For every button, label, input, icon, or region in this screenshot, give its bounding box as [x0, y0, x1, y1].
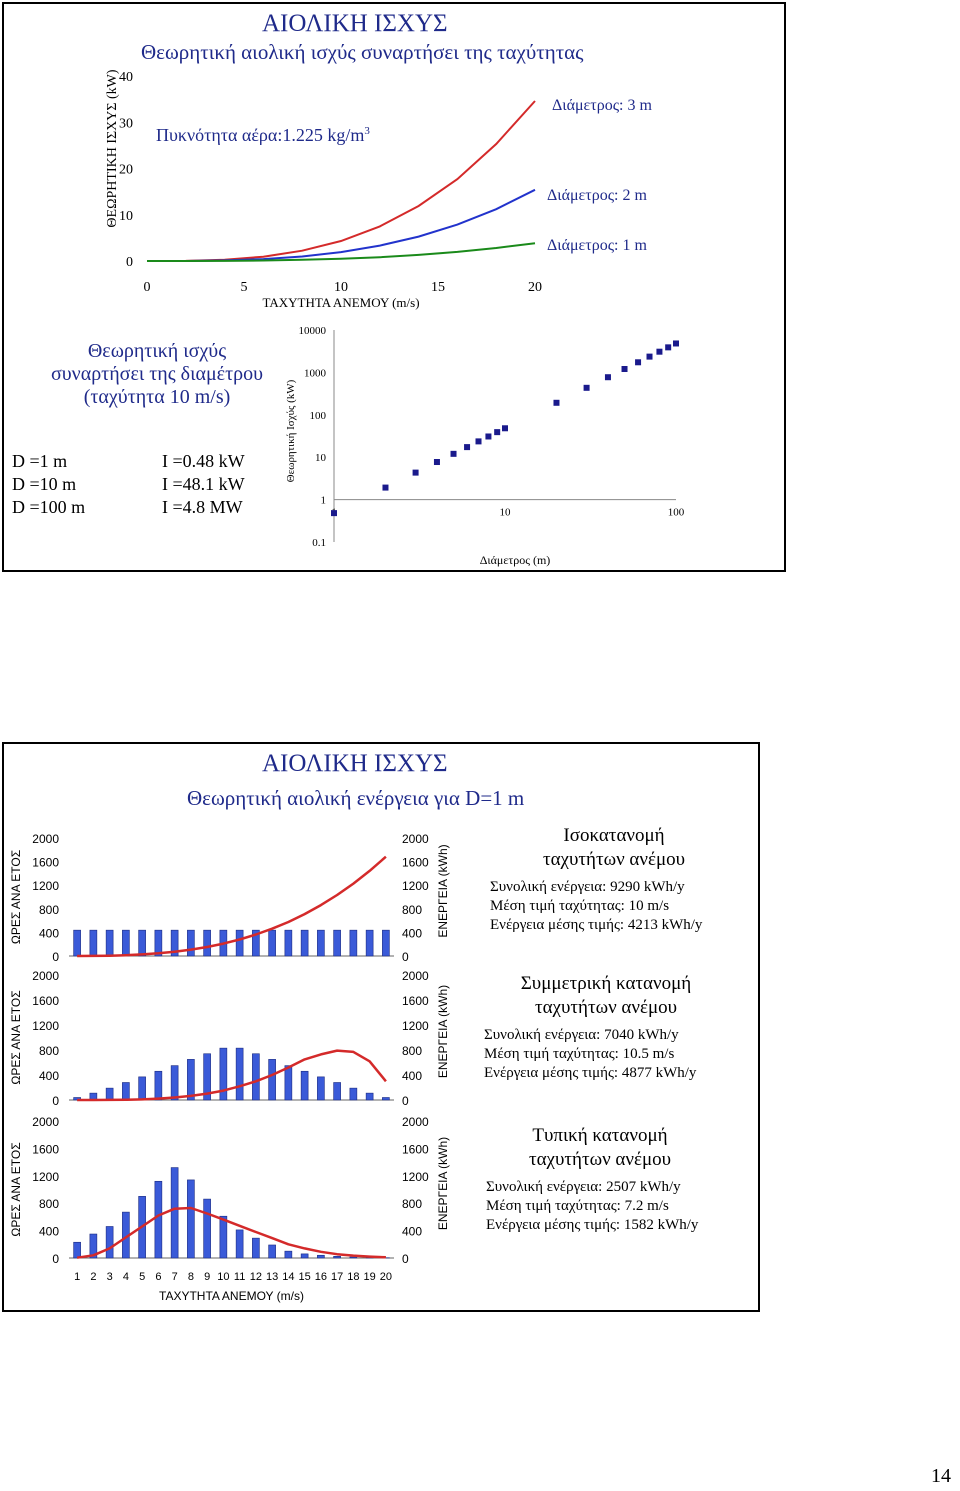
- heading-line: ταχυτήτων ανέμου: [542, 849, 686, 870]
- bar: [106, 1088, 113, 1100]
- data-point: [605, 374, 611, 380]
- x-tick-label: 3: [106, 1271, 113, 1283]
- x-tick-label: 0: [143, 280, 151, 295]
- y2-tick-label: 1600: [402, 855, 429, 870]
- bar: [285, 1066, 292, 1100]
- bar: [139, 1077, 146, 1100]
- y2-tick-label: 400: [402, 1069, 423, 1083]
- y2-tick-label: 1600: [402, 994, 429, 1008]
- x-tick-label: 4: [122, 1271, 129, 1283]
- diameter-heading: [42, 340, 272, 409]
- data-point: [451, 451, 457, 457]
- y-tick-label: 1: [320, 494, 326, 507]
- x-tick-label: 1: [74, 1271, 81, 1283]
- y2-tick-label: 0: [402, 1252, 409, 1266]
- summary-lines: [466, 1026, 746, 1083]
- y-tick-label: 0: [52, 950, 59, 964]
- bar: [187, 930, 194, 956]
- x-tick-label: 6: [155, 1271, 162, 1283]
- y-tick-label: 1600: [32, 1142, 59, 1157]
- y2-tick-label: 800: [402, 902, 423, 917]
- bar: [155, 1071, 162, 1100]
- bar: [171, 1168, 178, 1258]
- x-tick-label: 10: [499, 506, 511, 519]
- bar: [366, 930, 373, 956]
- y2-tick-label: 2000: [402, 1115, 429, 1129]
- bar: [236, 1230, 243, 1258]
- x-tick-label: 15: [298, 1271, 311, 1283]
- x-tick-label: 16: [314, 1271, 327, 1283]
- air-density-label: Πυκνότητα αέρα:1.225 kg/m: [156, 125, 365, 145]
- y-tick-label: 10000: [298, 325, 326, 337]
- bar: [106, 930, 113, 956]
- data-point: [413, 470, 419, 476]
- bar: [122, 1083, 129, 1101]
- data-point: [382, 485, 388, 491]
- y2-tick-label: 800: [402, 1197, 423, 1212]
- distribution-heading: [460, 1124, 740, 1172]
- y2-tick-label: 0: [402, 1094, 409, 1108]
- y2-tick-label: 0: [402, 950, 409, 964]
- y-tick-label: 10: [315, 452, 326, 465]
- data-point: [584, 385, 590, 391]
- x-tick-label: 8: [187, 1271, 194, 1283]
- power-value: I =0.48 kW: [162, 451, 245, 471]
- y2-axis-title: ΕΝΕΡΓΕΙΑ (kWh): [436, 1136, 450, 1231]
- distribution-summary: [474, 824, 754, 935]
- x-tick-label: 11: [233, 1271, 246, 1283]
- y2-axis-title: ΕΝΕΡΓΕΙΑ (kWh): [436, 984, 450, 1079]
- y-tick-label: 1200: [32, 879, 59, 894]
- x-tick-label: 2: [90, 1271, 97, 1283]
- series-label: Διάμετρος: 1 m: [547, 237, 647, 254]
- x-tick-label: 17: [331, 1271, 344, 1283]
- distribution-summary: [466, 972, 746, 1083]
- bar: [317, 930, 324, 956]
- heading-line: Ισοκατανομή: [563, 825, 665, 846]
- y-tick-label: 30: [119, 116, 133, 132]
- summary-lines: [460, 1178, 740, 1235]
- y-axis-title: ΘΕΩΡΗΤΙΚΗ ΙΣΧΥΣ (kW): [105, 69, 120, 228]
- x-tick-label: 14: [282, 1271, 295, 1283]
- bar: [122, 930, 129, 956]
- y-axis-title: ΩΡΕΣ ΑΝΑ ΕΤΟΣ: [9, 1142, 23, 1237]
- x-tick-label: 20: [528, 280, 542, 295]
- y-tick-label: 0: [52, 1094, 59, 1108]
- bar: [334, 930, 341, 956]
- bar: [236, 1048, 243, 1100]
- series-label: Διάμετρος: 2 m: [547, 187, 647, 204]
- y2-tick-label: 1200: [402, 1019, 429, 1033]
- y-tick-label: 400: [38, 926, 59, 941]
- x-tick-label: 18: [347, 1271, 360, 1283]
- page-number: 14: [931, 1465, 951, 1487]
- y2-tick-label: 400: [402, 1224, 423, 1239]
- bar: [317, 1077, 324, 1100]
- summary-line: Ενέργεια μέσης τιμής: 4877 kWh/y: [484, 1065, 697, 1081]
- slide2-title: ΑΙΟΛΙΚΗ ΙΣΧΥΣ: [262, 750, 448, 777]
- x-axis-title: ΤΑΧΥΤΗΤΑ ΑΝΕΜΟΥ (m/s): [159, 1289, 304, 1303]
- x-tick-label: 19: [363, 1271, 376, 1283]
- y-tick-label: 400: [38, 1069, 59, 1083]
- bar: [204, 1199, 211, 1258]
- bar: [382, 930, 389, 956]
- diameter-value: D =1 m: [12, 451, 68, 471]
- x-tick-label: 5: [139, 1271, 146, 1283]
- bar: [285, 1251, 292, 1258]
- y2-tick-label: 400: [402, 926, 423, 941]
- slide1-title: ΑΙΟΛΙΚΗ ΙΣΧΥΣ: [262, 10, 448, 37]
- bar: [252, 1054, 259, 1100]
- distribution-summary: [460, 1124, 740, 1235]
- y-tick-label: 2000: [32, 832, 59, 846]
- bar: [317, 1255, 324, 1258]
- x-tick-label: 7: [171, 1271, 178, 1283]
- summary-lines: [474, 878, 754, 935]
- y2-tick-label: 800: [402, 1044, 423, 1058]
- data-point: [635, 359, 641, 365]
- y-tick-label: 1600: [32, 994, 59, 1008]
- data-point: [647, 354, 653, 360]
- bar: [74, 930, 81, 956]
- bar: [382, 1098, 389, 1101]
- x-tick-label: 10: [334, 280, 348, 295]
- x-tick-label: 10: [217, 1271, 230, 1283]
- bar: [252, 1238, 259, 1258]
- y-tick-label: 2000: [32, 969, 59, 983]
- x-tick-label: 15: [431, 280, 445, 295]
- distribution-heading: [466, 972, 746, 1020]
- y-tick-label: 1600: [32, 855, 59, 870]
- y2-tick-label: 2000: [402, 969, 429, 983]
- x-tick-label: 100: [667, 506, 685, 519]
- bar: [366, 1093, 373, 1100]
- y-tick-label: 0: [52, 1252, 59, 1266]
- power-value: I =48.1 kW: [162, 474, 245, 494]
- y-tick-label: 800: [38, 1197, 59, 1212]
- data-point: [502, 425, 508, 431]
- y-tick-label: 800: [38, 1044, 59, 1058]
- summary-line: Μέση τιμή ταχύτητας: 7.2 m/s: [486, 1198, 669, 1214]
- y-tick-label: 10: [119, 208, 133, 224]
- heading-line: ταχυτήτων ανέμου: [528, 1149, 672, 1170]
- y2-tick-label: 1200: [402, 879, 429, 894]
- y-tick-label: 20: [119, 162, 133, 178]
- bar: [301, 1254, 308, 1258]
- y-axis-title: Θεωρητική Ισχύς (kW): [285, 379, 297, 483]
- data-point: [464, 444, 470, 450]
- bar: [155, 1181, 162, 1258]
- distribution-heading: [474, 824, 754, 872]
- bar: [269, 930, 276, 956]
- y-tick-label: 2000: [32, 1115, 59, 1129]
- bar: [90, 930, 97, 956]
- x-tick-label: 13: [266, 1271, 279, 1283]
- bar: [139, 930, 146, 956]
- y-axis-title: ΩΡΕΣ ΑΝΑ ΕΤΟΣ: [9, 849, 23, 945]
- bar: [350, 930, 357, 956]
- x-axis-title: ΤΑΧΥΤΗΤΑ ΑΝΕΜΟΥ (m/s): [262, 295, 420, 310]
- slide1-canvas: [4, 4, 788, 574]
- bar: [187, 1180, 194, 1258]
- bar: [74, 1242, 81, 1258]
- bar: [350, 1257, 357, 1258]
- bar: [334, 1256, 341, 1258]
- bar: [269, 1059, 276, 1100]
- y-tick-label: 100: [309, 409, 326, 422]
- heading-line: ταχυτήτων ανέμου: [534, 997, 678, 1018]
- diameter-heading-line-2: συναρτήσει της διαμέτρου: [51, 363, 263, 385]
- y-tick-label: 0: [126, 255, 133, 270]
- diameter-value: D =100 m: [12, 497, 86, 517]
- summary-line: Ενέργεια μέσης τιμής: 4213 kWh/y: [490, 917, 703, 933]
- slide2-subtitle: Θεωρητική αιολική ενέργεια για D=1 m: [187, 786, 525, 810]
- bar: [285, 930, 292, 956]
- x-tick-label: 9: [204, 1271, 211, 1283]
- summary-line: Συνολική ενέργεια: 2507 kWh/y: [486, 1179, 681, 1195]
- y-tick-label: 40: [119, 70, 133, 85]
- bar: [171, 1066, 178, 1100]
- y2-tick-label: 2000: [402, 832, 429, 846]
- heading-line: Τυπική κατανομή: [532, 1125, 668, 1146]
- data-point: [673, 340, 679, 346]
- y-tick-label: 1200: [32, 1019, 59, 1033]
- summary-line: Μέση τιμή ταχύτητας: 10 m/s: [490, 898, 670, 914]
- diameter-value: D =10 m: [12, 474, 77, 494]
- bar: [301, 1071, 308, 1100]
- summary-line: Ενέργεια μέσης τιμής: 1582 kWh/y: [486, 1217, 699, 1233]
- air-density-exponent: 3: [364, 125, 370, 137]
- slide-wind-power: [2, 2, 786, 572]
- data-point: [494, 429, 500, 435]
- diameter-table-row: [12, 451, 67, 472]
- data-point: [485, 433, 491, 439]
- bar: [334, 1083, 341, 1101]
- y2-tick-label: 1200: [402, 1169, 429, 1184]
- diameter-heading-line-3: (ταχύτητα 10 m/s): [83, 386, 231, 408]
- slide-wind-energy: [2, 742, 760, 1312]
- slide1-subtitle: Θεωρητική αιολική ισχύς συναρτήσει της ταχύτητας: [141, 40, 584, 64]
- y-tick-label: 0.1: [312, 537, 326, 549]
- data-point: [476, 438, 482, 444]
- bar: [301, 930, 308, 956]
- bar: [220, 1216, 227, 1258]
- bar: [204, 930, 211, 956]
- y-tick-label: 1000: [304, 367, 326, 380]
- bar: [269, 1245, 276, 1258]
- data-point: [665, 344, 671, 350]
- bar: [187, 1059, 194, 1100]
- summary-line: Συνολική ενέργεια: 7040 kWh/y: [484, 1027, 679, 1043]
- y2-axis-title: ΕΝΕΡΓΕΙΑ (kWh): [436, 844, 450, 938]
- summary-line: Συνολική ενέργεια: 9290 kWh/y: [490, 879, 685, 895]
- bar: [106, 1226, 113, 1258]
- x-tick-label: 12: [249, 1271, 262, 1283]
- series-label: Διάμετρος: 3 m: [552, 97, 652, 114]
- power-value: I =4.8 MW: [162, 497, 243, 517]
- y-tick-label: 400: [38, 1224, 59, 1239]
- y-axis-title: ΩΡΕΣ ΑΝΑ ΕΤΟΣ: [9, 990, 23, 1085]
- data-point: [553, 400, 559, 406]
- x-axis-title: Διάμετρος (m): [479, 553, 551, 567]
- bar: [236, 930, 243, 956]
- diameter-heading-line-1: Θεωρητική ισχύς: [87, 340, 227, 362]
- bar: [350, 1088, 357, 1100]
- y-tick-label: 1200: [32, 1169, 59, 1184]
- heading-line: Συμμετρική κατανομή: [520, 973, 692, 994]
- air-density-note: [156, 125, 370, 146]
- x-tick-label: 5: [240, 280, 248, 295]
- y2-tick-label: 1600: [402, 1142, 429, 1157]
- y-tick-label: 800: [38, 902, 59, 917]
- data-point: [622, 366, 628, 372]
- summary-line: Μέση τιμή ταχύτητας: 10.5 m/s: [484, 1046, 675, 1062]
- data-point: [656, 349, 662, 355]
- data-point: [434, 459, 440, 465]
- x-tick-label: 20: [379, 1271, 392, 1283]
- data-point: [331, 510, 337, 516]
